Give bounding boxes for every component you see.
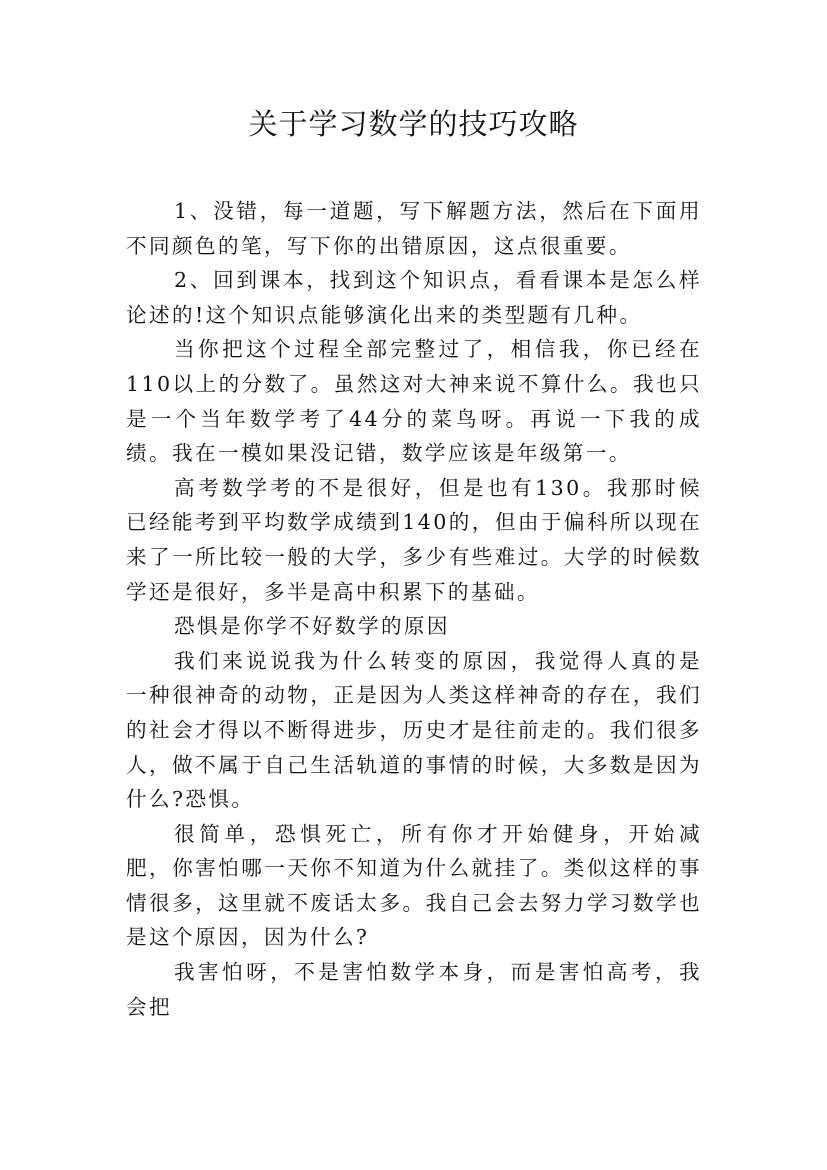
paragraph-1: 1、没错，每一道题，写下解题方法，然后在下面用不同颜色的笔，写下你的出错原因，这点很重要。 bbox=[126, 199, 702, 258]
paragraph-4: 高考数学考的不是很好，但是也有130。我那时候已经能考到平均数学成绩到140的，但由于偏科所以现在来了一所比较一般的大学，多少有些难过。大学的时候数学还是很好，多半是高中积累下的基础。 bbox=[126, 475, 702, 604]
section-heading: 恐惧是你学不好数学的原因 bbox=[174, 614, 450, 639]
paragraph-2: 2、回到课本，找到这个知识点，看看课本是怎么样论述的!这个知识点能够演化出来的类型题有几种。 bbox=[126, 268, 702, 327]
paragraph-7: 我害怕呀，不是害怕数学本身，而是害怕高考，我会把 bbox=[126, 960, 702, 1019]
paragraph-6: 很简单，恐惧死亡，所有你才开始健身，开始减肥，你害怕哪一天你不知道为什么就挂了。类似这样的事情很多，这里就不废话太多。我自己会去努力学习数学也是这个原因，因为什么? bbox=[126, 821, 702, 950]
paragraph-5: 我们来说说我为什么转变的原因，我觉得人真的是一种很神奇的动物，正是因为人类这样神奇的存在，我们的社会才得以不断得进步，历史才是往前走的。我们很多人，做不属于自己生活轨道的事情的时候，大多数是因为什么?恐惧。 bbox=[126, 648, 702, 812]
document-title: 关于学习数学的技巧攻略 bbox=[248, 107, 579, 141]
document-body bbox=[126, 194, 702, 1024]
paragraph-3: 当你把这个过程全部完整过了，相信我，你已经在110以上的分数了。虽然这对大神来说不算什么。我也只是一个当年数学考了44分的菜鸟呀。再说一下我的成绩。我在一模如果没记错，数学应该是年级第一。 bbox=[126, 337, 702, 466]
